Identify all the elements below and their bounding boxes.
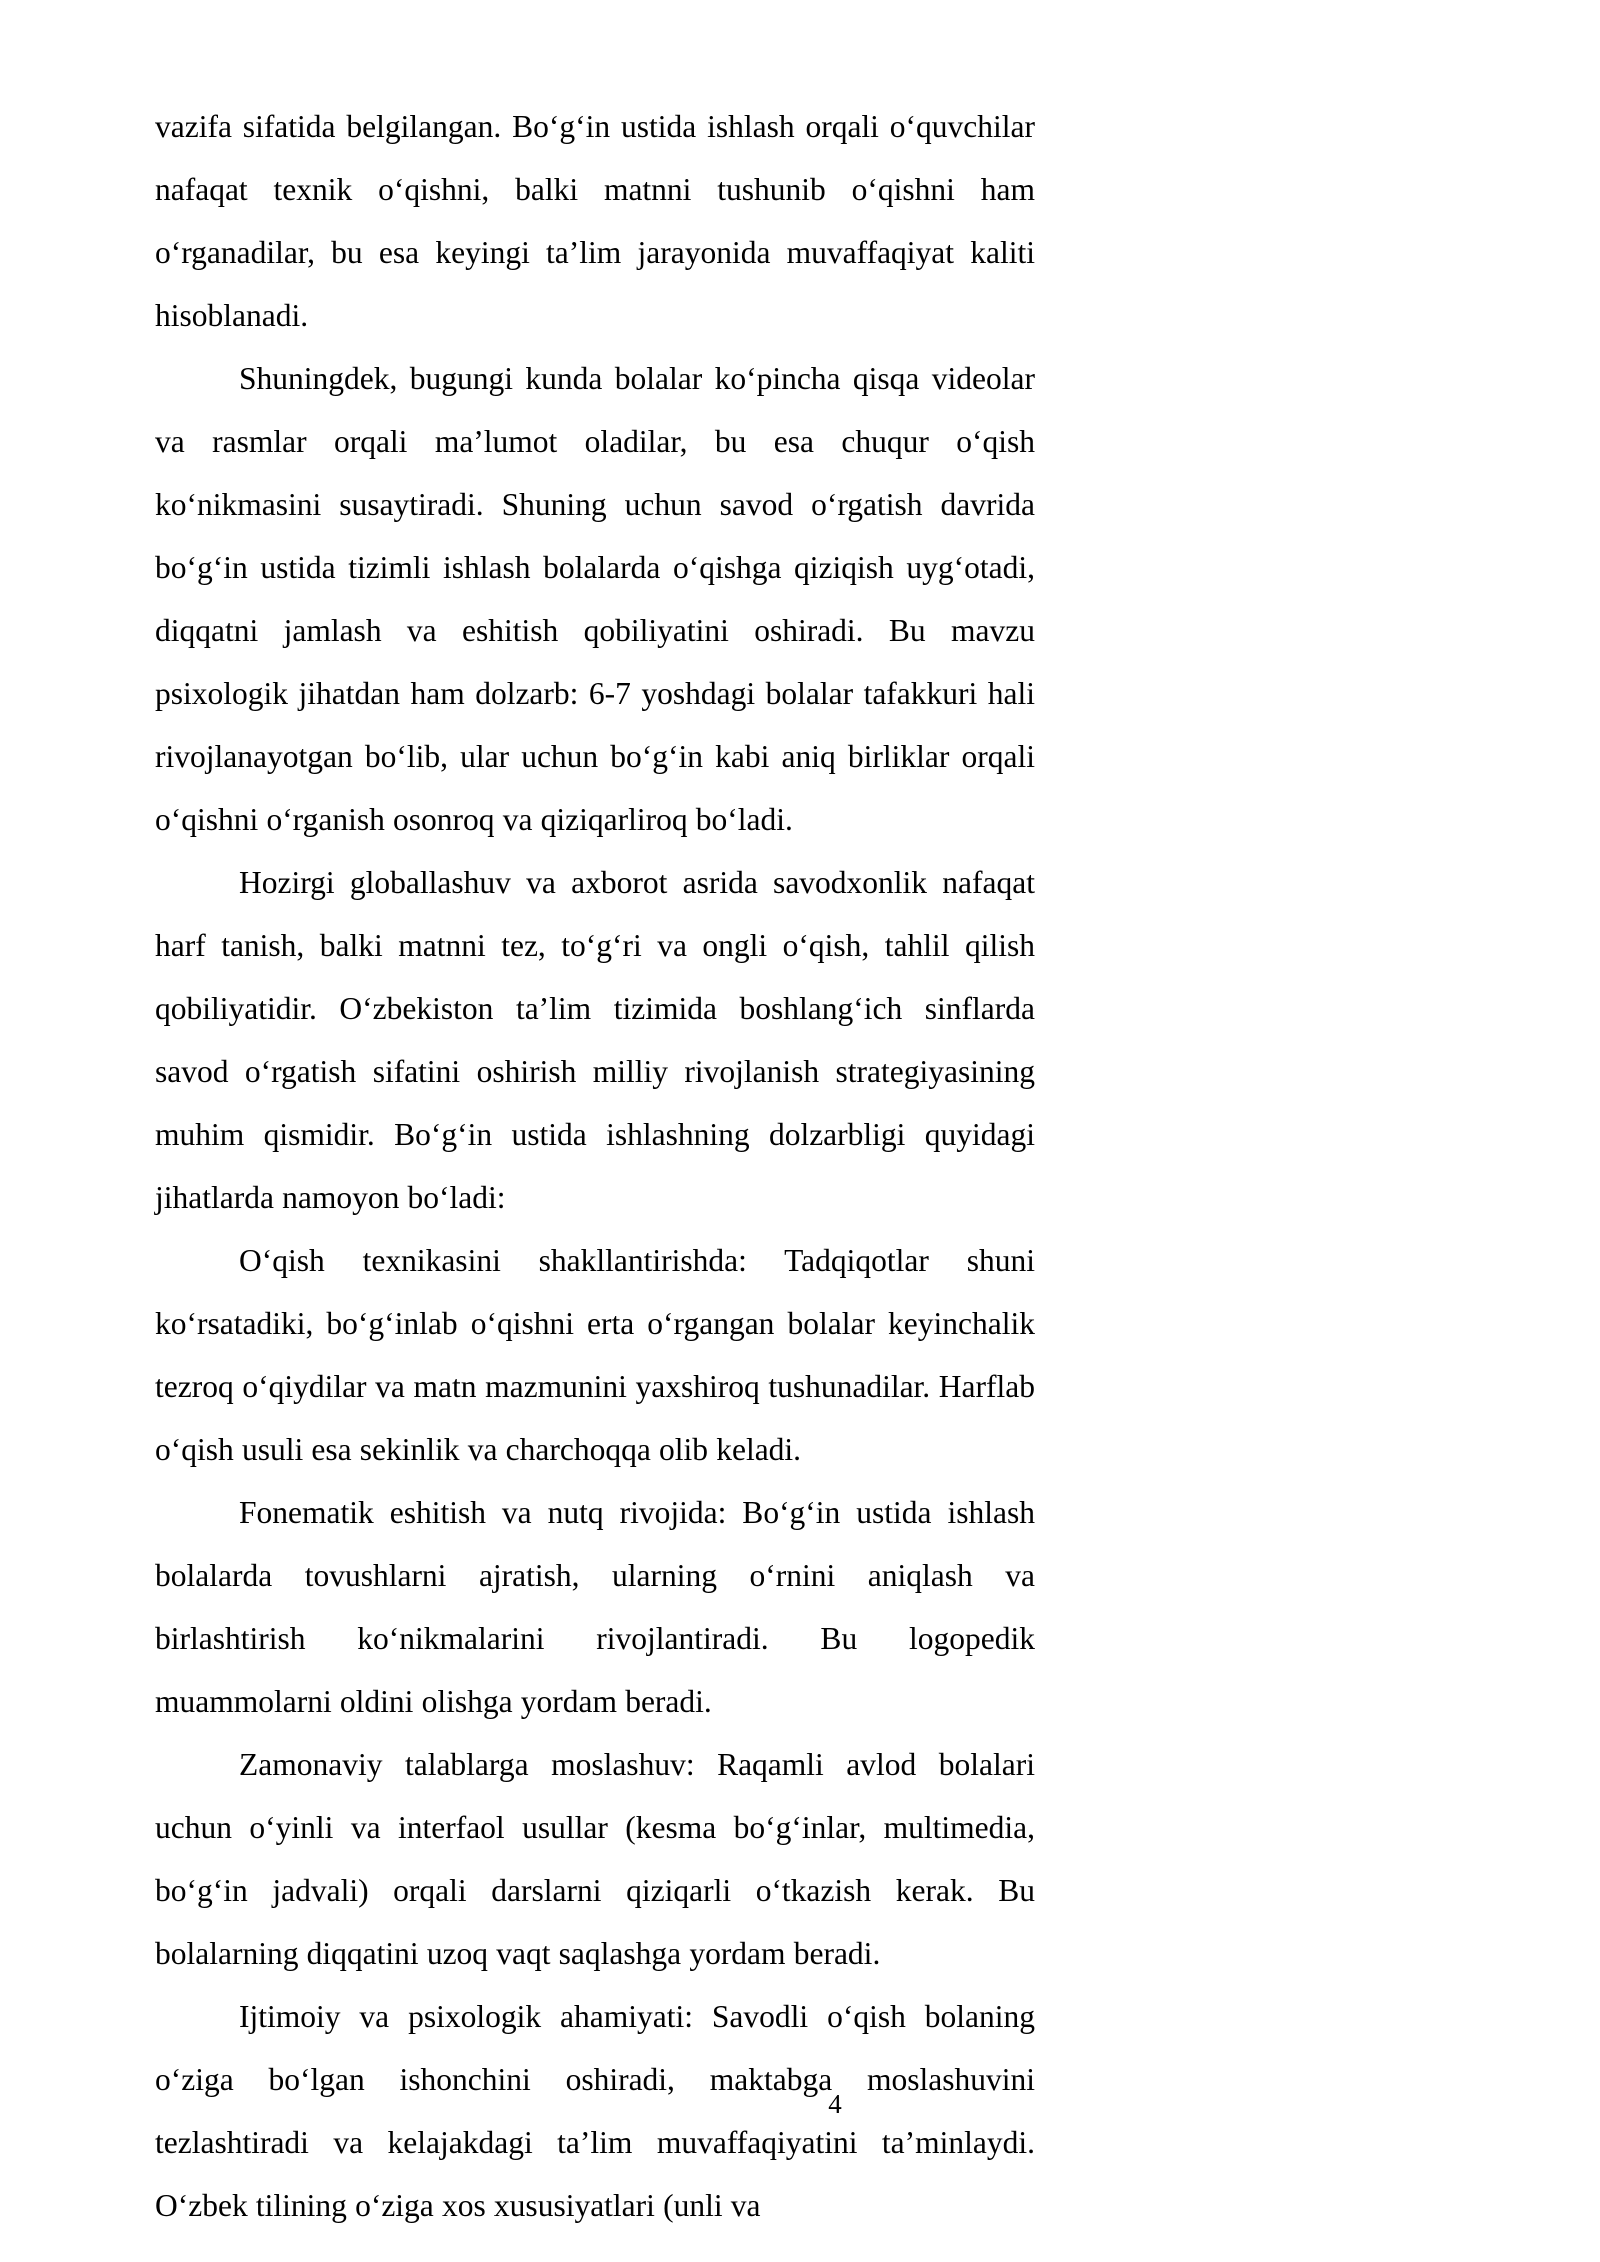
paragraph-6: Zamonaviy talablarga moslashuv: Raqamli avlod bolalari uchun o‘yinli va interfaol usullar (kesma bo‘g‘inlar, multimedia, bo‘g‘in jadvali) orqali darslarni qiziqarli o‘tkazish kerak. Bu bolalarning diqqatini uzoq vaqt saqlashga yordam beradi. (155, 1747, 1035, 1971)
page-number-value: 4 (828, 2089, 842, 2119)
page-number-footer (0, 2088, 1600, 2120)
paragraph-3: Hozirgi globallashuv va axborot asrida savodxonlik nafaqat harf tanish, balki matnni tez, to‘g‘ri va ongli o‘qish, tahlil qilish qobiliyatidir. O‘zbekiston ta’lim tizimida boshlang‘ich sinflarda savod o‘rgatish sifatini oshirish milliy rivojlanish strategiyasining muhim qismidir. Bo‘g‘in ustida ishlashning dolzarbligi quyidagi jihatlarda namoyon bo‘ladi: (155, 865, 1035, 1215)
paragraph-5: Fonematik eshitish va nutq rivojida: Bo‘g‘in ustida ishlash bolalarda tovushlarni ajratish, ularning o‘rnini aniqlash va birlashtirish ko‘nikmalarini rivojlantiradi. Bu logopedik muammolarni oldini olishga yordam beradi. (155, 1495, 1035, 1719)
paragraph-1: vazifa sifatida belgilangan. Bo‘g‘in ustida ishlash orqali o‘quvchilar nafaqat texnik o‘qishni, balki matnni tushunib o‘qishni ham o‘rganadilar, bu esa keyingi ta’lim jarayonida muvaffaqiyat kaliti hisoblanadi. (155, 109, 1035, 333)
document-body (155, 95, 1035, 2237)
paragraph-7: Ijtimoiy va psixologik ahamiyati: Savodli o‘qish bolaning o‘ziga bo‘lgan ishonchini oshiradi, maktabga moslashuvini tezlashtiradi va kelajakdagi ta’lim muvaffaqiyatini ta’minlaydi. O‘zbek tilining o‘ziga xos xususiyatlari (unli va (155, 1999, 1035, 2223)
paragraph-2: Shuningdek, bugungi kunda bolalar ko‘pincha qisqa videolar va rasmlar orqali ma’lumot oladilar, bu esa chuqur o‘qish ko‘nikmasini susaytiradi. Shuning uchun savod o‘rgatish davrida bo‘g‘in ustida tizimli ishlash bolalarda o‘qishga qiziqish uyg‘otadi, diqqatni jamlash va eshitish qobiliyatini oshiradi. Bu mavzu psixologik jihatdan ham dolzarb: 6-7 yoshdagi bolalar tafakkuri hali rivojlanayotgan bo‘lib, ular uchun bo‘g‘in kabi aniq birliklar orqali o‘qishni o‘rganish osonroq va qiziqarliroq bo‘ladi. (155, 361, 1035, 837)
paragraph-4: O‘qish texnikasini shakllantirishda: Tadqiqotlar shuni ko‘rsatadiki, bo‘g‘inlab o‘qishni erta o‘rgangan bolalar keyinchalik tezroq o‘qiydilar va matn mazmunini yaxshiroq tushunadilar. Harflab o‘qish usuli esa sekinlik va charchoqqa olib keladi. (155, 1243, 1035, 1467)
